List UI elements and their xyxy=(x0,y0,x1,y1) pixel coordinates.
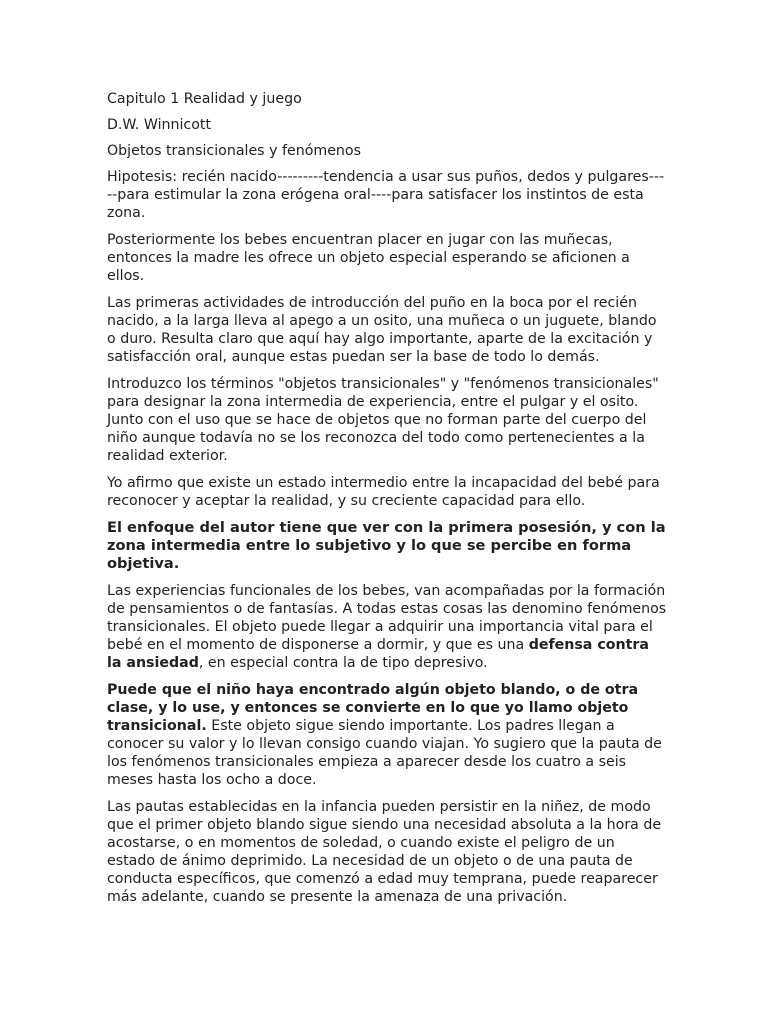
paragraph-experiencias-funcionales xyxy=(107,582,667,672)
emphasis-objeto-transicional: Puede que el niño haya encontrado algún objeto blando, o de otra clase, y lo use, y entonces se convierte en lo que yo llamo objeto transicional. xyxy=(107,682,639,734)
paragraph-text: , en especial contra la de tipo depresivo. xyxy=(198,655,488,671)
paragraph-pautas: Las pautas establecidas en la infancia pueden persistir en la niñez, de modo que el primer objeto blando sigue siendo una necesidad absoluta a la hora de acostarse, o en momentos de soledad, o cuando existe el peligro de un estado de ánimo deprimido. La necesidad de un objeto o de una pauta de conducta específicos, que comenzó a edad muy temprana, puede reaparecer más adelante, cuando se presente la amenaza de una privación. xyxy=(107,799,662,905)
paragraph-enfoque-autor: El enfoque del autor tiene que ver con la primera posesión, y con la zona intermedia entre lo subjetivo y lo que se percibe en forma objetiva. xyxy=(107,519,666,572)
document-subtitle: Objetos transicionales y fenómenos xyxy=(107,143,361,159)
document-author: D.W. Winnicott xyxy=(107,117,212,133)
paragraph-hypothesis: Hipotesis: recién nacido---------tendencia a usar sus puños, dedos y pulgares-----para estimular la zona erógena oral----para satisfacer los instintos de esta zona. xyxy=(107,169,665,221)
paragraph-text: Las experiencias funcionales de los bebes, van acompañadas por la formación de pensamientos o de fantasías. A todas estas cosas las denomino fenómenos transicionales. El objeto puede llegar a adquirir una importancia vital para el bebé en el momento de disponerse a dormir, y que es una xyxy=(107,583,667,653)
document-page xyxy=(107,90,667,915)
paragraph-objeto-transicional xyxy=(107,681,667,789)
paragraph-introduzco: Introduzco los términos "objetos transicionales" y "fenómenos transicionales" para designar la zona intermedia de experiencia, entre el pulgar y el osito. Junto con el uso que se hace de objetos que no forman parte del cuerpo del niño aunque todavía no se los reconozca del todo como pertenecientes a la realidad exterior. xyxy=(107,376,659,464)
paragraph-primeras-actividades: Las primeras actividades de introducción del puño en la boca por el recién nacido, a la larga lleva al apego a un osito, una muñeca o un juguete, blando o duro. Resulta claro que aquí hay algo importante, aparte de la excitación y satisfacción oral, aunque estas puedan ser la base de todo lo demás. xyxy=(107,295,657,365)
paragraph-posteriormente: Posteriormente los bebes encuentran placer en jugar con las muñecas, entonces la madre les ofrece un objeto especial esperando se aficionen a ellos. xyxy=(107,232,630,284)
emphasis-defensa: defensa contra la ansiedad xyxy=(107,637,649,671)
paragraph-yo-afirmo: Yo afirmo que existe un estado intermedio entre la incapacidad del bebé para reconocer y aceptar la realidad, y su creciente capacidad para ello. xyxy=(107,475,660,509)
paragraph-text: Este objeto sigue siendo importante. Los padres llegan a conocer su valor y lo llevan consigo cuando viajan. Yo sugiero que la pauta de los fenómenos transicionales empieza a aparecer desde los cuatro a seis meses hasta los ocho a doce. xyxy=(107,718,662,788)
document-title: Capitulo 1 Realidad y juego xyxy=(107,91,302,107)
